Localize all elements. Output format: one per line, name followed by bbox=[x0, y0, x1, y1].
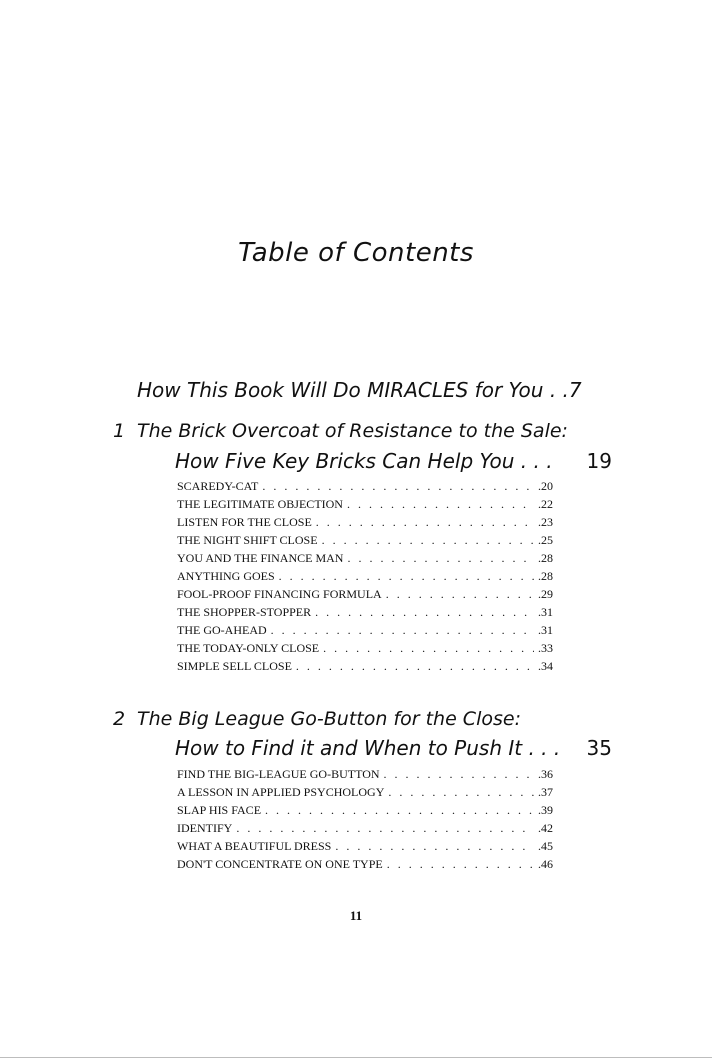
entry-page: .31 bbox=[538, 605, 553, 619]
chapter-subtitle: How to Find it and When to Push It . . . bbox=[175, 736, 561, 760]
chapter-number: 2 bbox=[113, 708, 126, 730]
page-number: 11 bbox=[349, 908, 363, 923]
toc-entry bbox=[177, 641, 553, 659]
toc-entry bbox=[177, 623, 553, 641]
toc-entry bbox=[177, 605, 553, 623]
dot-leader bbox=[347, 497, 534, 512]
chapter-page: 35 bbox=[586, 736, 612, 760]
entry-title: THE NIGHT SHIFT CLOSE bbox=[177, 533, 318, 547]
toc-entry bbox=[177, 569, 553, 587]
entry-title: WHAT A BEAUTIFUL DRESS bbox=[177, 839, 332, 853]
toc-entry bbox=[177, 515, 553, 533]
dot-leader bbox=[322, 533, 534, 548]
dot-leader bbox=[279, 569, 534, 584]
entry-page: .28 bbox=[538, 551, 553, 565]
entry-title: A LESSON IN APPLIED PSYCHOLOGY bbox=[177, 785, 385, 799]
chapter-number: 1 bbox=[113, 420, 126, 442]
page-title: Table of Contents bbox=[238, 238, 474, 268]
chapter-page: 19 bbox=[586, 449, 612, 473]
entry-page: .22 bbox=[538, 497, 553, 511]
dot-leader bbox=[271, 623, 534, 638]
dot-leader bbox=[388, 785, 534, 800]
dot-leader bbox=[386, 587, 534, 602]
entry-title: ANYTHING GOES bbox=[177, 569, 275, 583]
dot-leader bbox=[323, 641, 534, 656]
entry-title: SCAREDY-CAT bbox=[177, 479, 259, 493]
dot-leader bbox=[316, 515, 534, 530]
entry-title: SLAP HIS FACE bbox=[177, 803, 262, 817]
dot-leader bbox=[347, 551, 534, 566]
entry-title: THE SHOPPER-STOPPER bbox=[177, 605, 312, 619]
chapter-subtitle: How Five Key Bricks Can Help You . . . bbox=[175, 449, 553, 473]
entry-title: DON'T CONCENTRATE ON ONE TYPE bbox=[177, 857, 383, 871]
entry-page: .37 bbox=[538, 785, 553, 799]
dot-leader bbox=[384, 767, 534, 782]
dot-leader bbox=[387, 857, 534, 872]
toc-entry bbox=[177, 587, 553, 605]
toc-entry bbox=[177, 533, 553, 551]
entry-title: FIND THE BIG-LEAGUE GO-BUTTON bbox=[177, 767, 380, 781]
toc-entry bbox=[177, 497, 553, 515]
entry-page: .45 bbox=[538, 839, 553, 853]
toc-entry bbox=[177, 767, 553, 785]
toc-entry bbox=[177, 479, 553, 497]
entry-page: .31 bbox=[538, 623, 553, 637]
chapter-title-line1: The Brick Overcoat of Resistance to the Sale: bbox=[137, 420, 568, 442]
intro-entry bbox=[137, 378, 582, 402]
intro-title: How This Book Will Do MIRACLES for You . . bbox=[137, 378, 569, 402]
chapter-title-line1: The Big League Go-Button for the Close: bbox=[137, 708, 521, 730]
dot-leader bbox=[265, 803, 534, 818]
entry-title: FOOL-PROOF FINANCING FORMULA bbox=[177, 587, 382, 601]
toc-entry bbox=[177, 857, 553, 875]
toc-entry bbox=[177, 821, 553, 839]
entry-page: .29 bbox=[538, 587, 553, 601]
entry-page: .20 bbox=[538, 479, 553, 493]
dot-leader bbox=[262, 479, 534, 494]
entry-page: .34 bbox=[538, 659, 553, 673]
intro-page: 7 bbox=[568, 378, 582, 402]
entry-page: .23 bbox=[538, 515, 553, 529]
entry-title: THE LEGITIMATE OBJECTION bbox=[177, 497, 343, 511]
chapter-title-line2 bbox=[175, 448, 612, 474]
chapter-title-line2 bbox=[175, 735, 612, 761]
toc-entry bbox=[177, 659, 553, 677]
entry-page: .39 bbox=[538, 803, 553, 817]
page-bottom-divider bbox=[0, 1057, 712, 1058]
chapter-1-entries bbox=[177, 479, 553, 677]
entry-title: LISTEN FOR THE CLOSE bbox=[177, 515, 312, 529]
toc-entry bbox=[177, 551, 553, 569]
dot-leader bbox=[335, 839, 534, 854]
entry-title: IDENTIFY bbox=[177, 821, 233, 835]
entry-page: .25 bbox=[538, 533, 553, 547]
toc-entry bbox=[177, 785, 553, 803]
entry-page: .33 bbox=[538, 641, 553, 655]
dot-leader bbox=[236, 821, 534, 836]
entry-page: .28 bbox=[538, 569, 553, 583]
dot-leader bbox=[296, 659, 534, 674]
entry-title: SIMPLE SELL CLOSE bbox=[177, 659, 292, 673]
chapter-2-entries bbox=[177, 767, 553, 875]
entry-title: YOU AND THE FINANCE MAN bbox=[177, 551, 344, 565]
entry-page: .36 bbox=[538, 767, 553, 781]
toc-entry bbox=[177, 839, 553, 857]
entry-page: .42 bbox=[538, 821, 553, 835]
dot-leader bbox=[315, 605, 534, 620]
toc-entry bbox=[177, 803, 553, 821]
entry-title: THE TODAY-ONLY CLOSE bbox=[177, 641, 320, 655]
entry-page: .46 bbox=[538, 857, 553, 871]
entry-title: THE GO-AHEAD bbox=[177, 623, 267, 637]
